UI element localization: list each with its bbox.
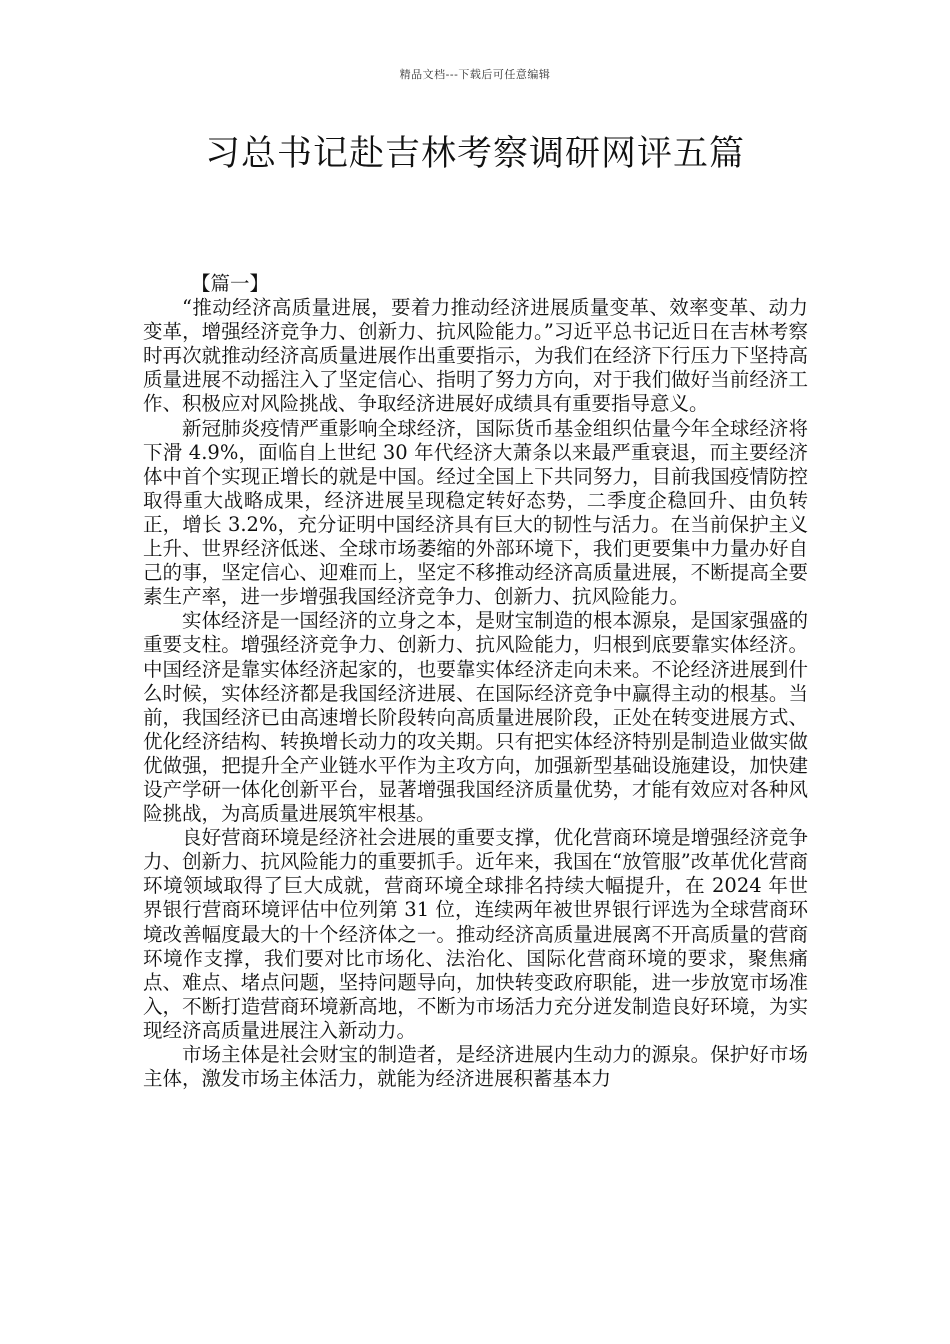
paragraph-5: 市场主体是社会财宝的制造者，是经济进展内生动力的源泉。保护好市场主体，激发市场主体活力，就能为经济进展积蓄基本力 bbox=[143, 1043, 808, 1091]
paragraph-2: 新冠肺炎疫情严重影响全球经济，国际货币基金组织估量今年全球经济将下滑 4.9%，面临自上世纪 30 年代经济大萧条以来最严重衰退，而主要经济体中首个实现正增长的就是中国。经过全国上下共同努力，目前我国疫情防控取得重大战略成果，经济进展呈现稳定转好态势，二季度企稳回升、由负转正，增长 3.2%，充分证明中国经济具有巨大的韧性与活力。在当前保护主义上升、世界经济低迷、全球市场萎缩的外部环境下，我们更要集中力量办好自己的事，坚定信心、迎难而上，坚定不移推动经济高质量进展，不断提高全要素生产率，进一步增强我国经济竞争力、创新力、抗风险能力。 bbox=[143, 416, 808, 609]
header-note: 精品文档---下载后可任意编辑 bbox=[399, 68, 551, 81]
paragraph-4: 良好营商环境是经济社会进展的重要支撑，优化营商环境是增强经济竞争力、创新力、抗风险能力的重要抓手。近年来，我国在“放管服”改革优化营商环境领域取得了巨大成就，营商环境全球排名持续大幅提升，在 2024 年世界银行营商环境评估中位列第 31 位，连续两年被世界银行评选为全球营商环境改善幅度最大的十个经济体之一。推动经济高质量进展离不开高质量的营商环境作支撑，我们要对比市场化、法治化、国际化营商环境的要求，聚焦痛点、难点、堵点问题，坚持问题导向，加快转变政府职能，进一步放宽市场准入，不断打造营商环境新高地，不断为市场活力充分迸发制造良好环境，为实现经济高质量进展注入新动力。 bbox=[143, 826, 808, 1042]
paragraph-3: 实体经济是一国经济的立身之本，是财宝制造的根本源泉，是国家强盛的重要支柱。增强经济竞争力、创新力、抗风险能力，归根到底要靠实体经济。中国经济是靠实体经济起家的，也要靠实体经济走向未来。不论经济进展到什么时候，实体经济都是我国经济进展、在国际经济竞争中赢得主动的根基。当前，我国经济已由高速增长阶段转向高质量进展阶段，正处在转变进展方式、优化经济结构、转换增长动力的攻关期。只有把实体经济特别是制造业做实做优做强，把提升全产业链水平作为主攻方向，加强新型基础设施建设，加快建设产学研一体化创新平台，显著增强我国经济质量优势，才能有效应对各种风险挑战，为高质量进展筑牢根基。 bbox=[143, 609, 808, 826]
section-label: 【篇一】 bbox=[191, 272, 270, 295]
document-title: 习总书记赴吉林考察调研网评五篇 bbox=[204, 134, 745, 174]
document-body bbox=[143, 272, 808, 1091]
paragraph-1: “推动经济高质量进展，要着力推动经济进展质量变革、效率变革、动力变革，增强经济竞争力、创新力、抗风险能力。”习近平总书记近日在吉林考察时再次就推动经济高质量进展作出重要指示，为我们在经济下行压力下坚持高质量进展不动摇注入了坚定信心、指明了努力方向，对于我们做好当前经济工作、积极应对风险挑战、争取经济进展好成绩具有重要指导意义。 bbox=[143, 296, 808, 416]
